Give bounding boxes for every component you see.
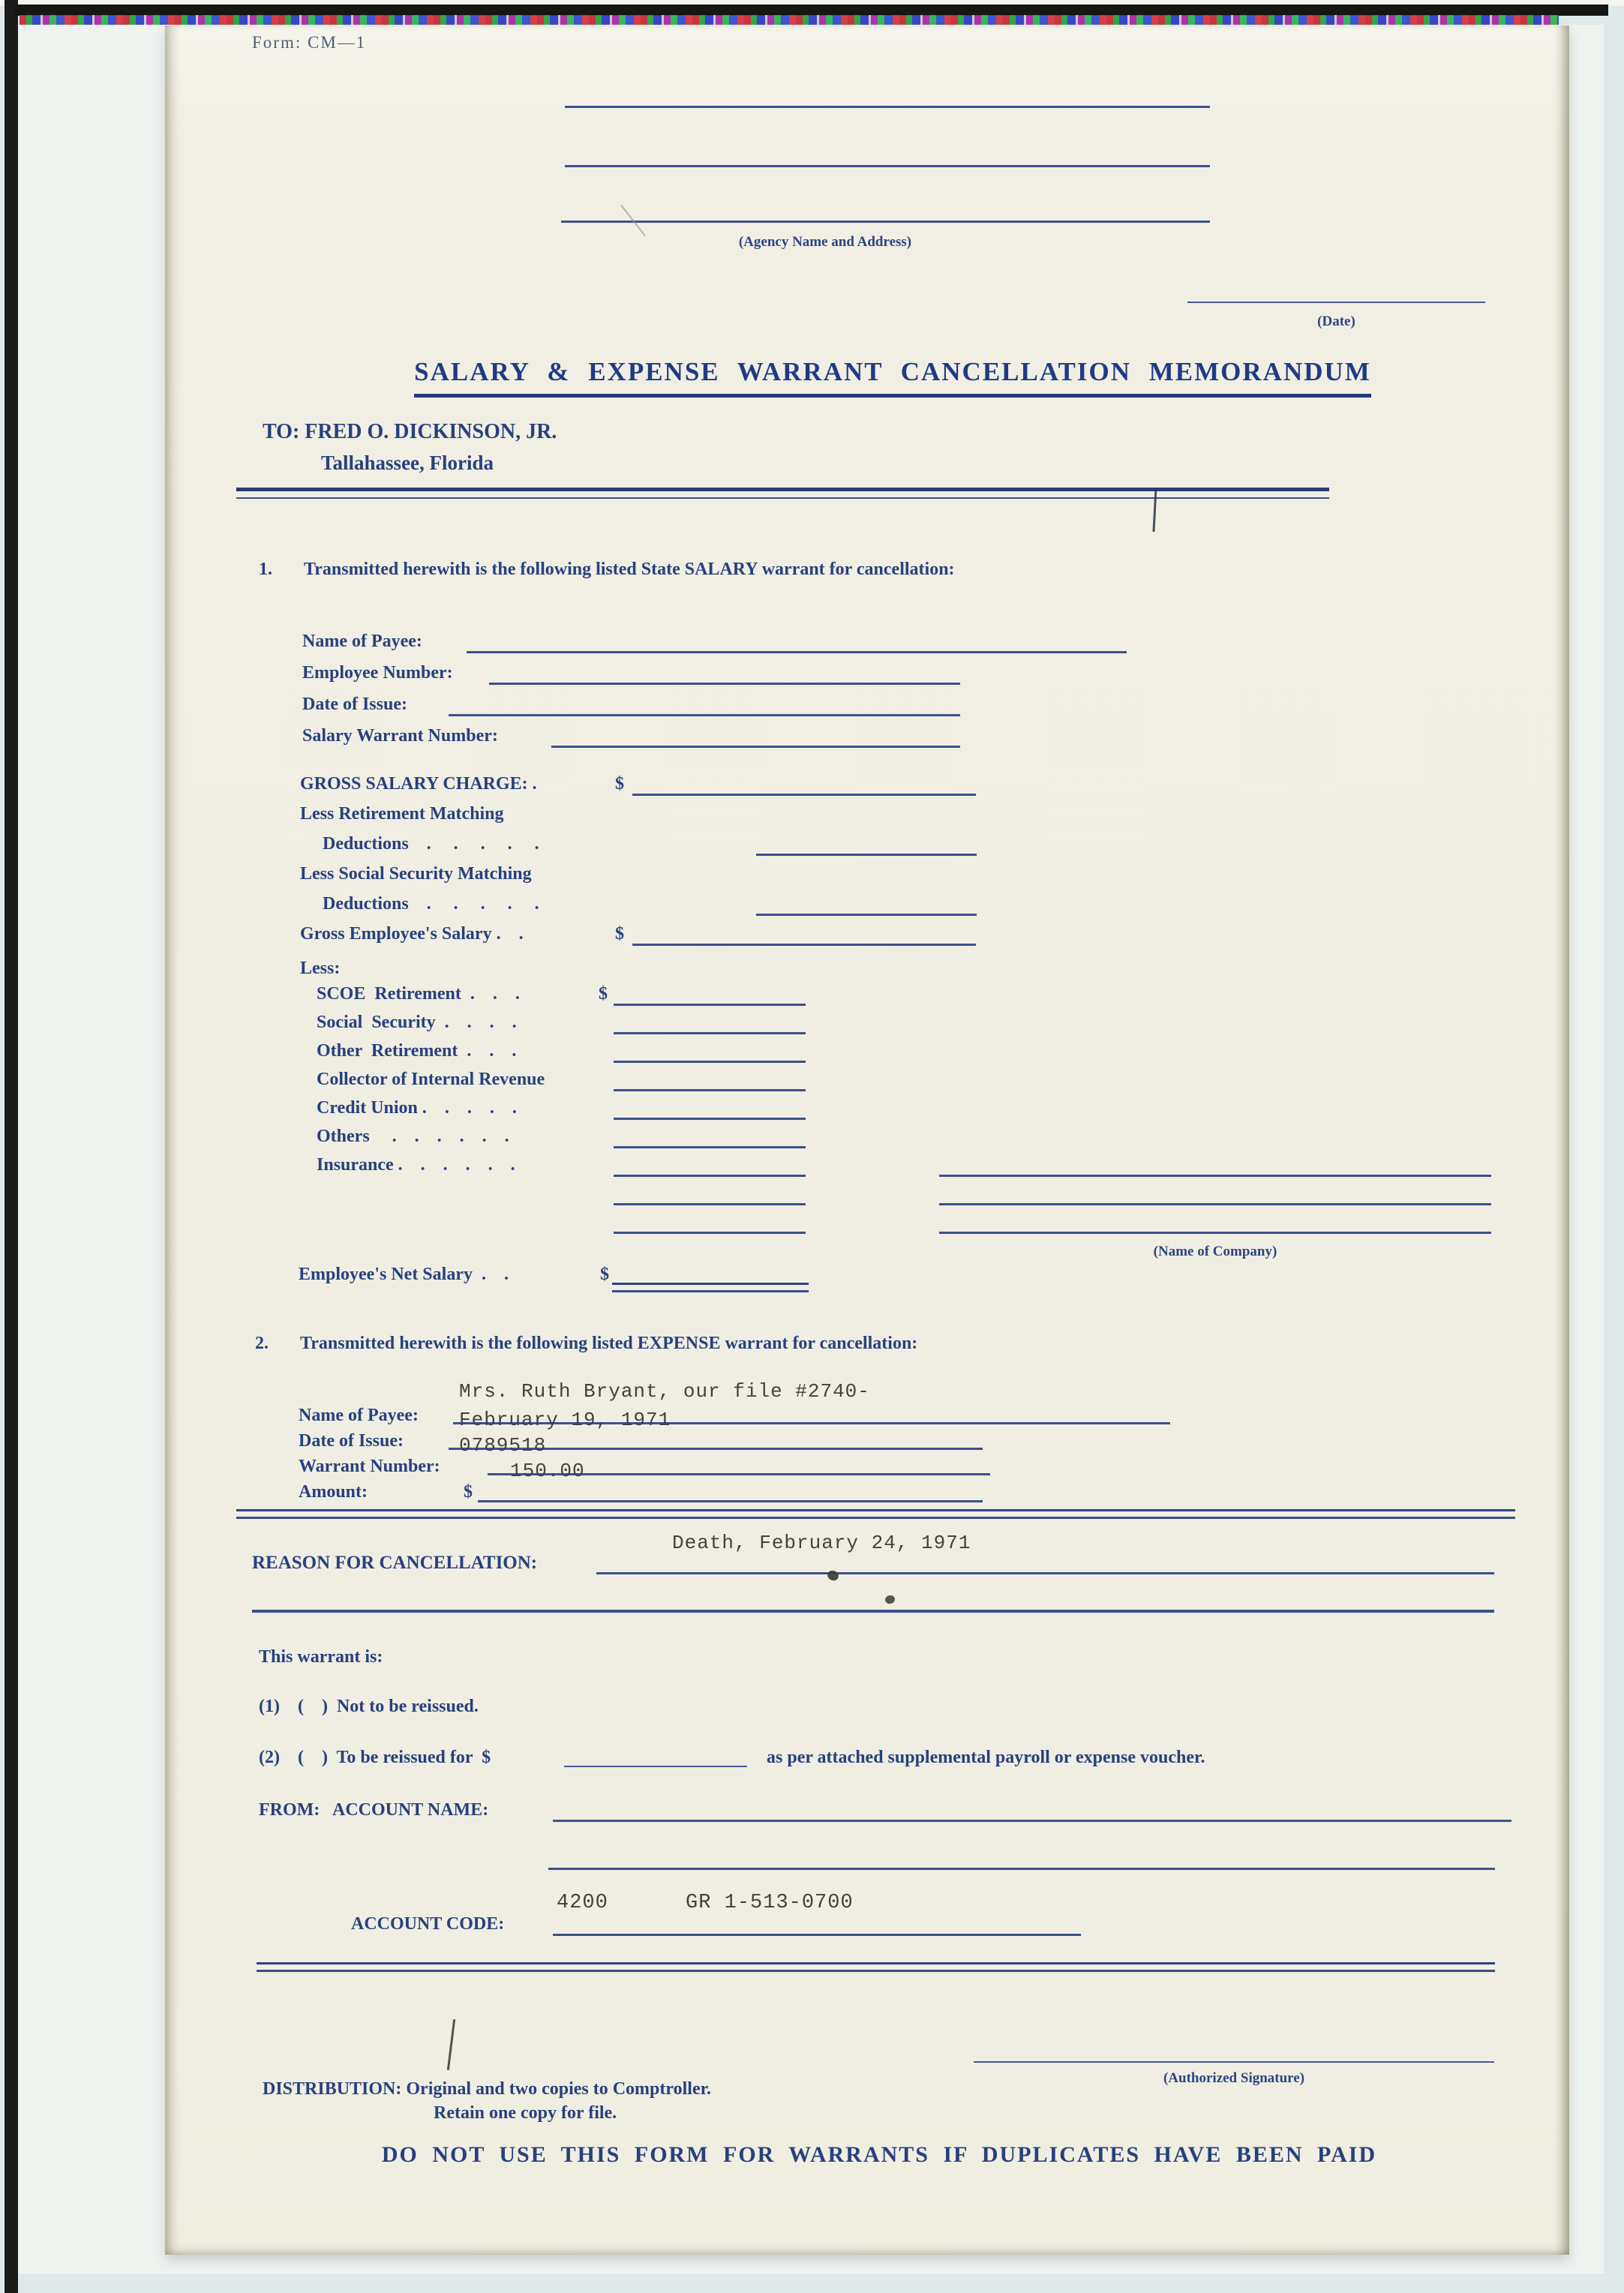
label-less-retirement-matching: Less Retirement Matching [300,804,504,824]
line-date-of-issue-2 [449,1448,983,1450]
blank-line-social-security [614,1032,806,1034]
dollar-net-salary: $ [600,1265,609,1284]
typed-reason: Death, February 24, 1971 [672,1532,971,1554]
scan-black-bar-left [5,0,18,2293]
company-line-3 [939,1232,1491,1234]
distribution-line-2: Retain one copy for file. [434,2103,617,2123]
label-amount: Amount: [299,1482,368,1502]
typed-account-code: 4200 GR 1-513-0700 [557,1892,854,1914]
label-less-social-security: Less Social Security Matching [300,864,532,884]
line-reissue-amount [564,1766,747,1767]
blank-line-credit-union [614,1118,806,1120]
section1-heading: Transmitted herewith is the following listed State SALARY warrant for cancellation: [304,560,955,579]
blank-line-insurance [614,1175,806,1177]
blank-line-gross-charge [632,794,976,796]
typed-warrant-number: 0789518 [459,1434,547,1457]
typed-date-of-issue: February 19, 1971 [459,1409,671,1431]
do-not-use-warning: DO NOT USE THIS FORM FOR WARRANTS IF DUPLICATES HAVE BEEN PAID [381,2142,1377,2167]
agency-line-1 [565,106,1210,108]
to-city: Tallahassee, Florida [321,452,494,474]
form-number: Form: CM—1 [252,33,367,52]
label-gross-salary-charge: GROSS SALARY CHARGE: . [300,774,537,794]
dollar-amount: $ [464,1482,473,1502]
date-line [1187,302,1485,303]
scanner-color-calibration-strip [20,15,1559,25]
blank-line-other-retirement [614,1061,806,1063]
line-account-code [553,1934,1081,1936]
label-date-of-issue-2: Date of Issue: [299,1431,404,1451]
blank-line-deductions-1 [756,854,977,856]
label-warrant-number: Warrant Number: [299,1457,440,1476]
label-gross-employees-salary: Gross Employee's Salary . . [300,924,524,944]
agency-line-3 [561,221,1210,223]
label-deductions-2: Deductions . . . . . [323,894,539,914]
dollar-gross-charge: $ [615,774,624,794]
less-item-collector-internal-revenue: Collector of Internal Revenue [317,1070,545,1089]
form-title-wrap [143,357,1624,398]
label-date-of-issue-1: Date of Issue: [302,695,407,714]
section2-heading: Transmitted herewith is the following listed EXPENSE warrant for cancellation: [300,1334,918,1353]
company-line-2 [939,1203,1491,1205]
warrant-is-intro: This warrant is: [259,1647,383,1667]
authorized-signature-caption: (Authorized Signature) [1163,2070,1305,2086]
line-reason-2 [252,1610,1494,1613]
blank-line-employee-number [489,683,960,685]
line-account-name-1 [553,1820,1511,1822]
less-item-others: Others . . . . . . [317,1127,509,1146]
less-item-credit-union: Credit Union . . . . . [317,1098,517,1118]
section2-number: 2. [255,1334,269,1353]
label-employees-net-salary: Employee's Net Salary . . [299,1265,509,1284]
distribution-line-1: DISTRIBUTION: Original and two copies to Comptroller. [263,2079,712,2099]
label-deductions-1: Deductions . . . . . [323,834,539,854]
blank-line-net-salary [612,1283,809,1292]
label-name-of-payee-2: Name of Payee: [299,1406,419,1425]
agency-line-2 [565,165,1210,167]
dollar-scoe: $ [599,984,608,1004]
blank-line-extra-2 [614,1232,806,1234]
blank-line-salary-warrant-number [551,746,960,748]
line-reason-1 [596,1572,1494,1574]
header-rule [236,488,1329,499]
to-name: TO: FRED O. DICKINSON, JR. [263,420,557,443]
scan-black-bar-top [15,5,1608,16]
option-reissued-prefix: (2) ( ) To be reissued for $ [259,1748,491,1767]
blank-line-collector [614,1089,806,1091]
blank-line-extra-1 [614,1203,806,1205]
line-warrant-number [488,1473,990,1475]
option-reissued-suffix: as per attached supplemental payroll or expense voucher. [767,1748,1205,1767]
label-employee-number: Employee Number: [302,663,453,683]
option-not-reissued: (1) ( ) Not to be reissued. [259,1697,479,1716]
label-salary-warrant-number: Salary Warrant Number: [302,726,498,746]
date-caption: (Date) [1317,314,1355,329]
line-payee-2 [453,1422,1170,1424]
company-caption: (Name of Company) [1153,1244,1277,1259]
less-item-insurance: Insurance . . . . . . [317,1155,515,1175]
label-from-account-name: FROM: ACCOUNT NAME: [259,1800,489,1820]
form-title: SALARY & EXPENSE WARRANT CANCELLATION MEMORANDUM [414,357,1371,398]
less-item-scoe: SCOE Retirement . . . [317,984,520,1004]
blank-line-deductions-2 [756,914,977,916]
less-item-social-security: Social Security . . . . [317,1013,517,1032]
dollar-gross-salary: $ [615,924,624,944]
blank-line-payee [467,651,1127,653]
agency-caption: (Agency Name and Address) [738,234,912,250]
less-item-other-retirement: Other Retirement . . . [317,1041,517,1061]
typed-amount: 150.00 [510,1460,585,1482]
signature-line [974,2061,1494,2063]
blank-line-scoe [614,1004,806,1006]
section-divider-rule [236,1509,1515,1519]
label-less: Less: [300,959,341,978]
line-account-name-2 [548,1868,1495,1870]
label-account-code: ACCOUNT CODE: [351,1914,505,1934]
label-name-of-payee: Name of Payee: [302,632,422,651]
blank-line-gross-salary [632,944,976,946]
company-line-1 [939,1175,1491,1177]
label-reason: REASON FOR CANCELLATION: [252,1553,538,1573]
section1-number: 1. [259,560,272,579]
blank-line-date-of-issue [449,714,960,716]
line-amount [478,1500,983,1502]
typed-payee-name: Mrs. Ruth Bryant, our file #2740- [459,1380,870,1403]
blank-line-others [614,1146,806,1148]
bottom-divider-rule [257,1962,1495,1972]
